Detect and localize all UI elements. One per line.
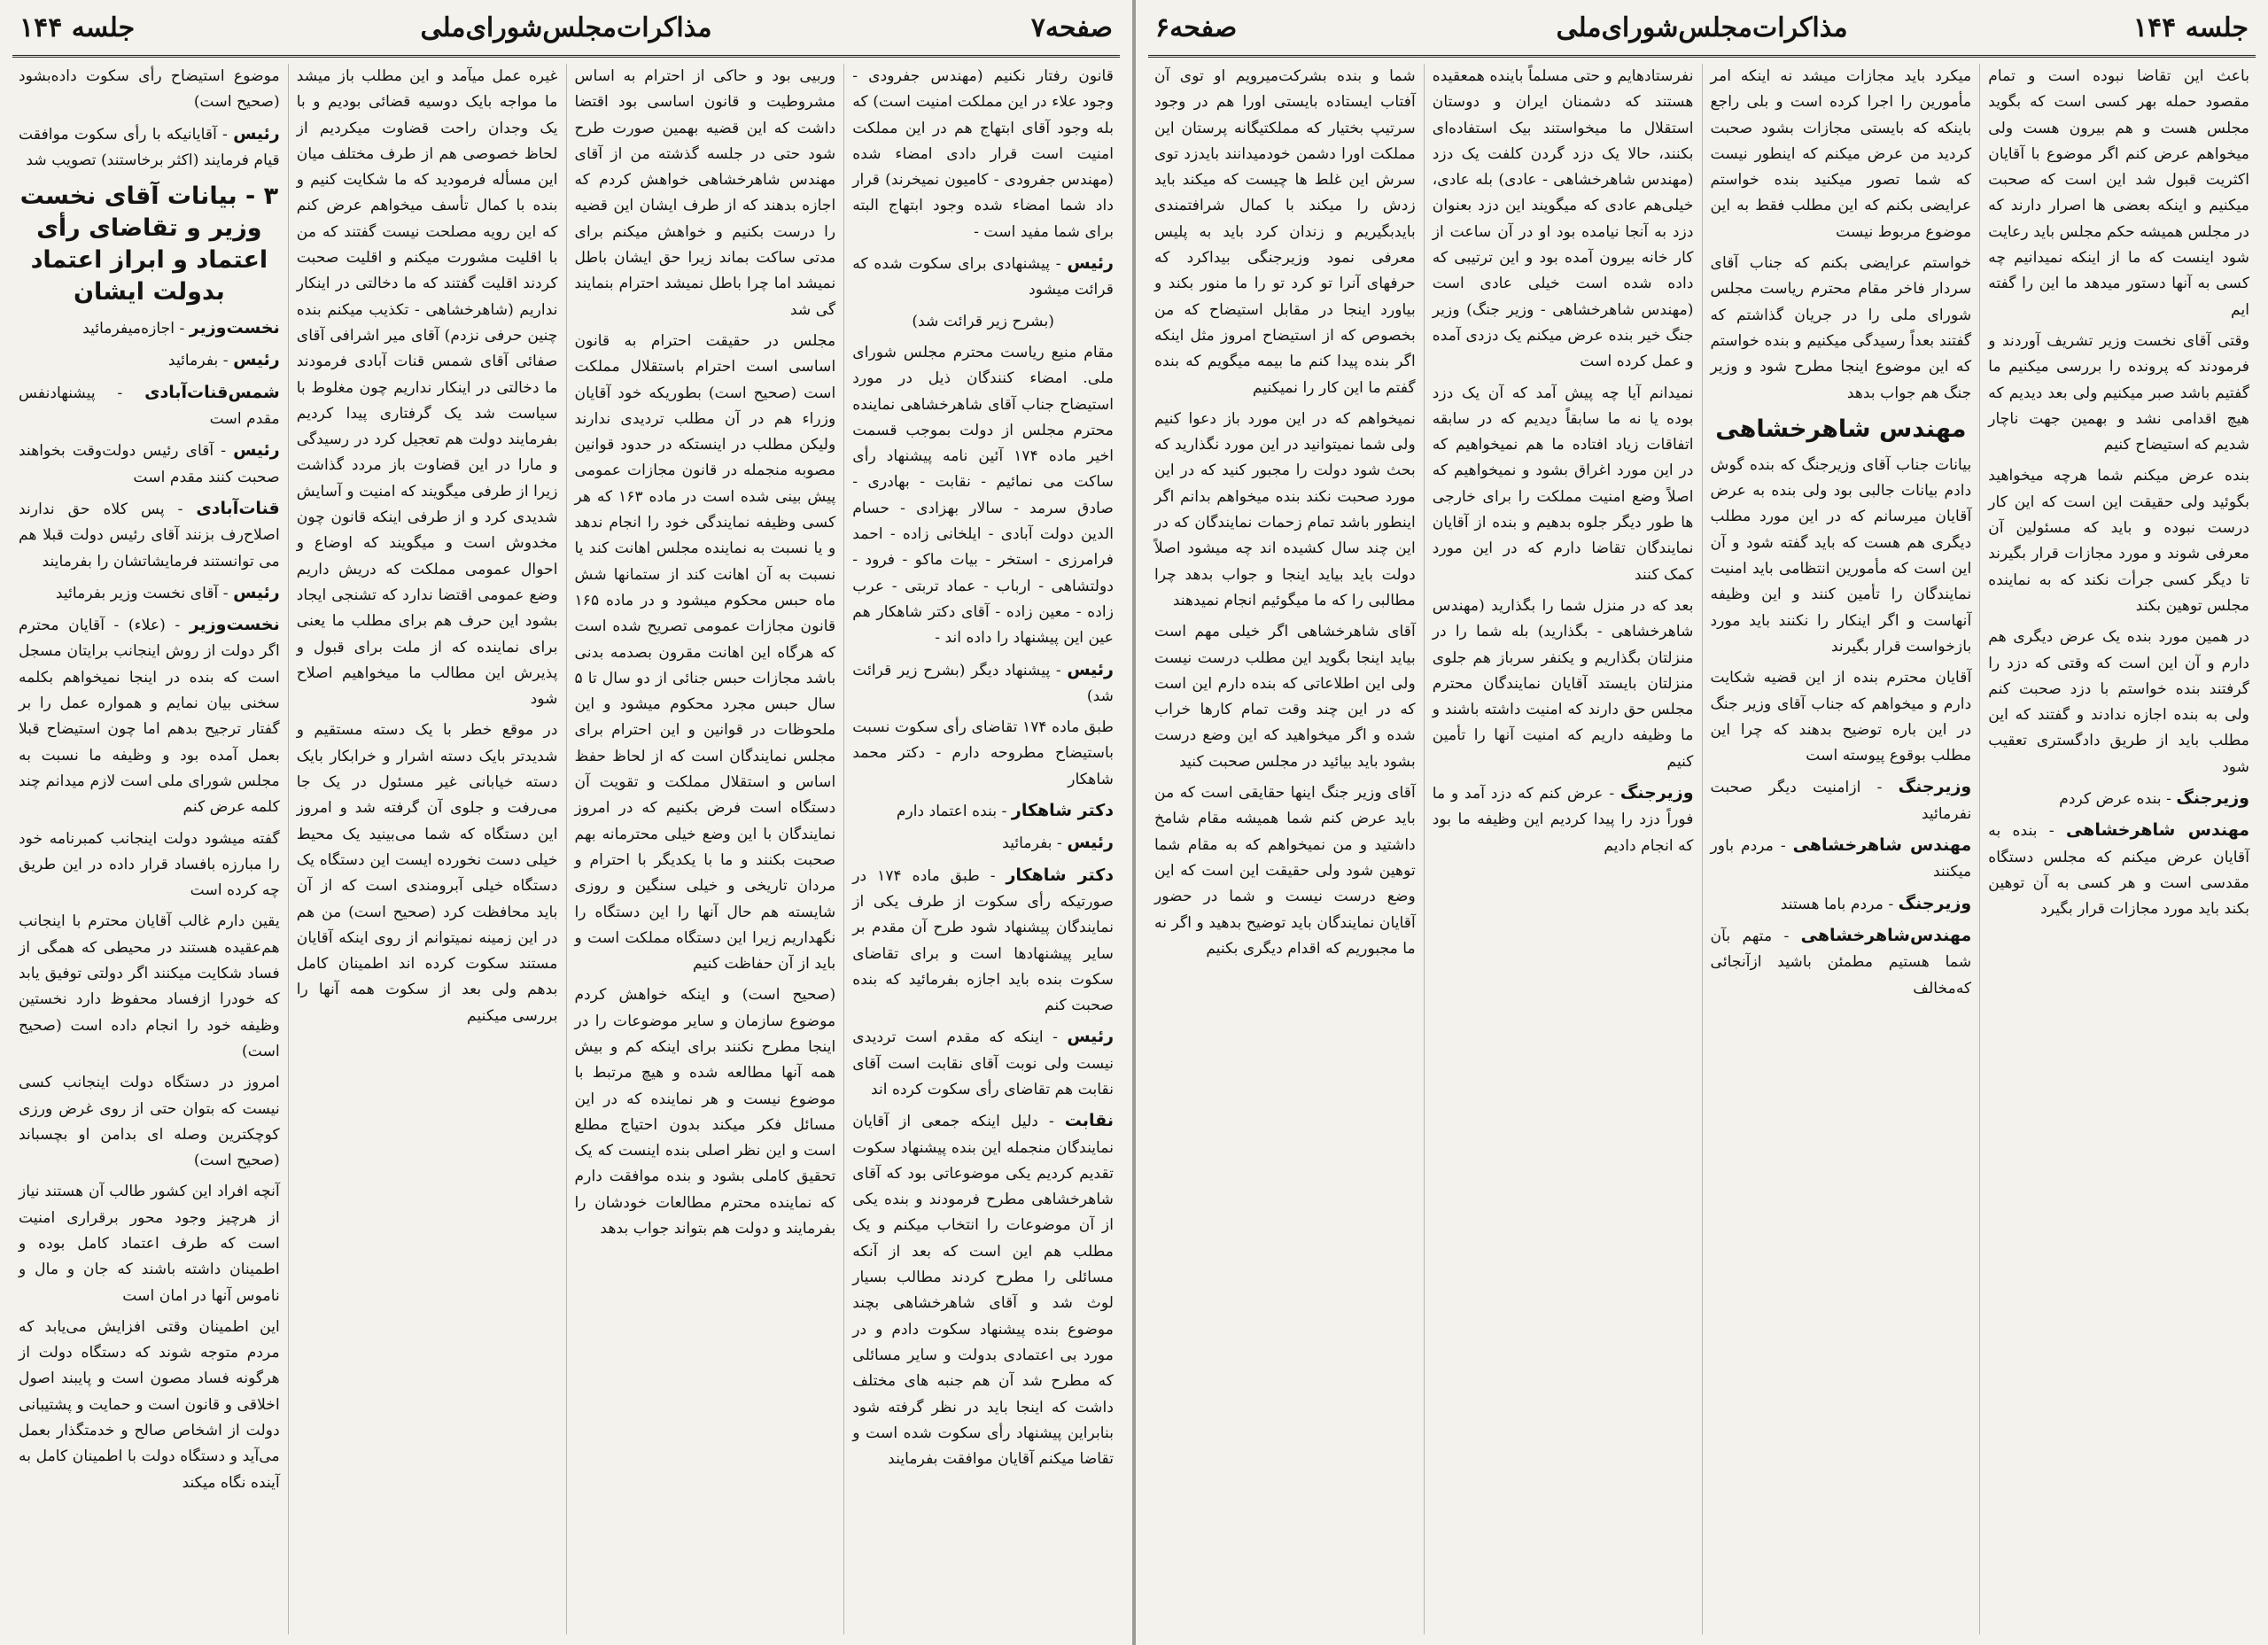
speech-paragraph	[1711, 774, 1972, 827]
speaker-separator: -	[1052, 834, 1068, 853]
speech-paragraph	[852, 1024, 1114, 1103]
speaker-separator: -	[979, 866, 1006, 885]
body-paragraph: آنچه افراد این کشور طالب آن هستند نیاز از هرچیز وجود محور برقراری امنیت است که طرف اعتماد کامل بوده و اطمینان داشته باشند که جان و مال و ناموس آنها در امان است	[19, 1183, 280, 1305]
body-paragraph: آقایان محترم بنده از این قضیه شکایت دارم و میخواهم که جناب آقای وزیر جنگ در این باره توضیح بدهند که چرا این مطلب بوقوع پیوسته است	[1710, 669, 1972, 765]
text-column	[1702, 64, 1980, 1634]
speech-text: آقایانیکه با رأی سکوت موافقت قیام فرمایند (اکثر برخاستند) تصویب شد	[19, 125, 280, 169]
left-page	[0, 0, 1132, 1645]
text-column	[11, 64, 288, 1634]
speaker-separator: -	[1860, 779, 1899, 797]
speaker-name: رئیس	[1067, 833, 1114, 853]
speaker-name: وزیرجنگ	[2176, 788, 2249, 809]
speech-paragraph	[19, 612, 280, 820]
body-paragraph: در موقع خطر با یک دسته مستقیم و شدیدتر بایک دسته اشرار و خرابکار بایک دسته خیابانی غیر مسئول در یک جا می‌رفت و جلوی آن گرفته شد و امروز این دستگاه که شما می‌بینید یک محیط خیلی دست نخورده ایست این دستگاه یک دستگاه خیلی آبرومندی است که از آن باید محافظت کرد (صحیح است) من هم در این زمینه نمیتوانم از روی اینکه آقایان مستند سکوت کرده اند اطمینان کامل بدهم ولی بعد از سکوت همه آنها را بررسی میکنیم	[296, 721, 558, 1025]
speaker-name: مهندس شاهرخشاهی	[2065, 820, 2250, 841]
body-paragraph: خواستم عرایضی بکنم که جناب آقای سردار فاخر مقام محترم ریاست مجلس شورای ملی را در جریان گذاشتم که گفتند بعداً رسیدگی میکنیم و بنده خواستم که این موضوع اینجا مطرح شود و وزیر جنگ هم جواب بدهد	[1710, 254, 1972, 402]
speech-paragraph	[19, 580, 280, 607]
speech-text: بنده عرض کردم	[2059, 790, 2162, 809]
speech-text: اینکه که مقدم است تردیدی نیست ولی نوبت آقای نقابت است آقای نقابت هم تقاضای رأی سکوت کرده اند	[852, 1028, 1114, 1098]
speaker-name: نخست‌وزیر	[189, 318, 280, 338]
body-paragraph: گفته میشود دولت اینجانب کمبرنامه خود را مبارزه بافساد قرار داده در این طریق چه کرده است	[19, 829, 280, 900]
body-paragraph: بنده عرض میکنم شما هرچه میخواهید بگوئید ولی حقیقت این است که این کار درست نبوده و باید که مسئولین آن معرفی شوند و مورد مجازات قرار بگیرند تا دیگر کسی جرأت نکند که به نماینده مجلس توهین بکند	[1988, 467, 2249, 615]
body-paragraph: مقام منیع ریاست محترم مجلس شورای ملی. امضاء کنندگان ذیل در مورد استیضاح جناب آقای شاهرخشاهی نماینده محترم مجلس از دولت بموجب قسمت اخیر ماده ۱۷۴ آئین نامه پیشنهاد رأی ساکت می نمائیم - نقابت - بهادری - صادق سرمد - سالار بهزادی - حسام الدین دولت آبادی - ایلخانی زاده - احمد فرامرزی - استخر - بیات ماکو - فرود - دولتشاهی - ارباب - عماد تربتی - عرب زاده - معین زاده - آقای دکتر شاهکار هم عین این پیشنهاد را داده اند -	[852, 343, 1114, 648]
speaker-separator: -	[1037, 1113, 1065, 1131]
body-paragraph: بعد که در منزل شما را بگذارید (مهندس شاهرخشاهی - بگذارید) بله شما را در منزلتان بگذاریم و یکنفر سرباز هم جلوی منزلتان بایستد آقایان نمایندگان محترم مجلس حق دارند که امنیت داشته باشند و ما وظیفه داریم که امنیت آنها را تأمین کنیم	[1432, 596, 1694, 771]
text-column	[566, 64, 844, 1634]
body-paragraph: در همین مورد بنده یک عرض دیگری هم دارم و آن این است که وقتی که دزد را گرفتند بنده خواستم با دزد صحبت کنم ولی به بنده اجازه ندادند و گفتند که این مطلب باید از طریق دادگستری تعقیب شود	[1988, 628, 2249, 776]
speaker-name: مهندس‌شاهرخشاهی	[1800, 925, 1972, 945]
speech-text: مردم باور میکنند	[1710, 837, 1972, 881]
speech-text: پیشنهاد‌نفس مقدم است	[19, 384, 280, 429]
speech-paragraph	[1433, 780, 1694, 859]
speech-text: طبق ماده ۱۷۴ در صورتیکه رأی سکوت از طرف یکی از نمایندگان پیشنهاد شود طرح آن مقدم بر سایر پیشنهادها است و برای تقاضای سکوت بنده باید اجازه بفرمائید که بنده صحبت کنم	[852, 866, 1114, 1015]
speech-paragraph	[852, 830, 1114, 857]
speech-paragraph	[1988, 786, 2249, 812]
speaker-separator: -	[2161, 790, 2177, 809]
speaker-name: وزیرجنگ	[1619, 783, 1694, 803]
speech-paragraph	[852, 798, 1114, 825]
body-paragraph: موضوع استیضاح رأی سکوت داده‌بشود (صحیح است)	[19, 67, 280, 112]
body-paragraph: نمیخواهم که در این مورد باز دعوا کنیم ولی شما نمیتوانید در این مورد نگذارید که بحث شود دولت را مجبور کنید که در این مورد صحبت نکند بنده میخواهم بدانم اگر اینطور باشد تمام زحمات نمایندگان که در این چند سال کشیده اند چه میشود اصلاً دولت باید بیاید اینجا و جواب بدهد چرا مطالبی را که ما میگوئیم انجام نمیدهند	[1154, 409, 1416, 609]
speech-text: پیشنهاد دیگر (بشرح زیر قرائت شد)	[852, 661, 1114, 705]
speaker-name: نخست‌وزیر	[189, 615, 280, 635]
speech-paragraph	[1988, 818, 2249, 922]
right-page-columns	[1146, 64, 2257, 1634]
speaker-separator: -	[164, 500, 197, 518]
speaker-separator: -	[95, 384, 145, 402]
body-paragraph: بیانات جناب آقای وزیرجنگ که بنده گوش دادم بیانات جالبی بود ولی بنده به عرض آقایان میرسانم که در این مورد مطلب دیگری هم هست که باید گفته شود و آن این است که مأمورین انتظامی باید امنیت نمایندگان را تأمین کنند و این وظیفه آنهاست و اگر اینکار را نکنند باید مورد بازخواست قرار بگیرند	[1710, 455, 1972, 656]
speech-paragraph	[1711, 891, 1972, 918]
speaker-separator: -	[218, 352, 234, 370]
body-paragraph: باعث این تقاضا نبوده است و تمام مقصود حمله بهر کسی است که بگوید مجلس هست و هم بیرون هست ولی میخواهم عرض کنم اگر موضوع با آقایان اکثریت قبول شد این است که صحبت میکنیم و اینکه بعضی ها اصرار دارند که در مجلس همیشه حکم مجلس باید رعایت شود اینست که ما از اینکه نمیدانیم چه کسی به آنها دستور میدهد ما این را گفته ایم	[1988, 67, 2249, 319]
speaker-name: رئیس	[233, 123, 280, 144]
speech-text: آقای نخست وزیر بفرمائید	[55, 584, 219, 602]
speech-paragraph	[852, 657, 1114, 710]
speech-paragraph	[1711, 923, 1972, 1002]
speaker-separator: -	[2037, 822, 2066, 841]
body-paragraph: مجلس در حقیقت احترام به قانون اساسی است احترام باستقلال مملکت است (صحیح است) بطوریکه خود آقایان وزراء هم در آن مطلب تردیدی ندارند ولیکن مطلب در اینستکه در حدود قوانین مصوبه منجمله در قانون مجازات عمومی پیش بینی شده است در ماده ۱۶۳ که هر کسی وظیفه نمایندگی خود را انجام ندهد و یا نسبت به نماینده مجلس اهانت کند یا نسبت به آن اهانت کند از ستمانها شش ماه حبس محکوم میشود و در ماده ۱۶۵ قانون مجازات عمومی تصریح شده است که هرگاه این اهانت مقرون بصدمه بدنی باشد مجازات حبس جنائی از دو سال تا ۵ سال حبس مجرد محکوم میشود و این ملحوظات در قوانین و این احترام برای مجلس نمایندگان است که از لحاظ حفظ اساس و استقلال مملکت و تقویت آن دستگاه است فرض بکنیم که در امروز نمایندگان با این وضع خیلی محترمانه بهم صحبت بکنند و ما با یکدیگر با احترام و مردان تاریخی و خیلی سنگین و روزی شایسته هم حال آنها را این دستگاه را نگهداریم زیرا این دستگاه مملکت است و باید از آن حفاظت کنیم	[574, 331, 836, 974]
body-paragraph: نمیدانم آیا چه پیش آمد که آن یک دزد بوده یا نه ما سابقاً دیدیم که در سابقه اتفاقات زیاد افتاده ما هم نمیخواهیم که در این مورد اغراق بشود و نمیخواهیم که اصلاً وضع امنیت مملکت را برای خارجی ها طور دیگر جلوه بدهیم و بنده از آقایان نمایندگان تقاضا دارم که در این مورد کمک کنند	[1432, 384, 1694, 584]
speech-text: ازامنیت دیگر صحبت نفرمائید	[1710, 779, 1972, 823]
speech-text: بفرمائید	[1002, 834, 1052, 853]
section-heading: مهندس شاهرخشاهی	[1715, 415, 1967, 443]
speaker-name: رئیس	[233, 350, 280, 370]
speaker-separator: -	[175, 320, 190, 338]
page-title: مذاکرات‌مجلس‌شورای‌ملی	[1556, 12, 1848, 43]
body-paragraph: یقین دارم غالب آقایان محترم با اینجانب هم‌عقیده هستند در محیطی که همگی از فساد شکایت میکنند اگر دولتی توفیق یابد که خودرا ازفساد محفوظ دارد نخستین وظیفه خود را انجام داده است (صحیح است)	[19, 912, 280, 1060]
speech-text: پیشنهادی برای سکوت شده که قرائت میشود	[852, 255, 1114, 299]
speaker-separator: -	[218, 584, 234, 602]
speaker-name: وزیرجنگ	[1898, 777, 1972, 797]
speech-paragraph	[19, 121, 280, 175]
speaker-name: نقابت	[1064, 1111, 1114, 1131]
speech-text: آقای رئیس دولت‌وقت بخواهند صحبت کنند مقدم است	[19, 442, 280, 486]
speech-text: مردم باما هستند	[1780, 895, 1884, 913]
body-paragraph: امروز در دستگاه دولت اینجانب کسی نیست که بتوان حتی از روی غرض ورزی کوچکترین وصله ای بدامن او بچسباند (صحیح است)	[19, 1074, 280, 1170]
speaker-separator: -	[1050, 661, 1068, 679]
section-heading: ۳ - بیانات آقای نخست وزیر و تقاضای رأی اعتماد و ابراز اعتماد بدولت ایشان	[19, 182, 279, 306]
body-paragraph: وقتی آقای نخست وزیر تشریف آوردند و فرمودند که پرونده را بررسی میکنیم ما گفتیم باشد صبر میکنیم ولی بعد دیدیم که هیچ اقدامی نشد و بهمین جهت ناچار شدیم که استیضاح کنیم	[1988, 331, 2249, 454]
left-page-header	[12, 7, 1120, 58]
speech-text: اجازه‌میفرمائید	[82, 320, 175, 338]
speech-paragraph	[19, 380, 280, 433]
speaker-separator: -	[165, 617, 190, 635]
reading-note: (بشرح زیر قرائت شد)	[912, 312, 1054, 330]
speaker-name: قنات‌آبادی	[196, 498, 280, 518]
page-number: صفحه۶	[1155, 12, 1238, 43]
speech-text: متهم بآن شما هستیم مطمئن باشید ازآنجائی که‌مخالف	[1710, 927, 1972, 997]
speech-paragraph	[1711, 833, 1972, 886]
speaker-separator: -	[997, 803, 1012, 821]
body-paragraph: طبق ماده ۱۷۴ تقاضای رأی سکوت نسبت باستیضاح مطروحه دارم - دکتر محمد شاهکار	[852, 718, 1114, 788]
speaker-separator: -	[1043, 1028, 1068, 1047]
speaker-separator: -	[216, 125, 234, 144]
speech-text: بنده به آقایان عرض میکنم که مجلس دستگاه مقدسی است و هر کسی به آن توهین بکند باید مورد مجازات قرار بگیرد	[1988, 822, 2249, 919]
right-page-header	[1148, 7, 2256, 58]
session-label: جلسه ۱۴۴	[19, 12, 136, 43]
speaker-name: رئیس	[1067, 1027, 1115, 1047]
body-paragraph: میکرد باید مجازات میشد نه اینکه امر مأمورین را اجرا کرده است و بلی راجع باینکه که بایستی مجازات بشود صحبت کردید من عرض میکنم که اینطور نیست که شما تصور میکنید بنده خواستم عرایضی بکنم که این مطلب فقط به این موضوع مربوط نیست	[1710, 67, 1972, 241]
speech-paragraph	[852, 863, 1114, 1020]
speech-text: بفرمائید	[167, 352, 219, 370]
speaker-separator: -	[1050, 255, 1068, 274]
body-paragraph: قانون رفتار نکنیم (مهندس جفرودی - وجود علاء در این مملکت امنیت است) که بله وجود آقای ابتهاج هم در این مملکت امنیت است قرار دادی امضاء شده (مهندس جفرودی - کامیون نمیخرند) قرار داد شما امضاء شده وجود ابتهاج البته برای شما مفید است -	[852, 67, 1114, 241]
speech-text: دلیل اینکه جمعی از آقایان نمایندگان منجمله این بنده پیشنهاد سکوت تقدیم کردیم یکی موضوعاتی بود که آقای شاهرخشاهی مطرح فرمودند و بنده یکی از آن موضوعات را انتخاب میکنم و یک مطلب هم این است که بعد از آنکه مسائلی را مطرح کردند مطالب بسیار لوث شد و آقای شاهرخشاهی بچند موضوع بنده پیشنهاد سکوت دادم و در مورد بی اعتمادی بدولت و سایر مسائلی که مطرح شد آن هم جنبه های مختلف داشت که اینجا باید در نظر گرفته شود بنابراین پیشنهاد رأی سکوت شده است و تقاضا میکنم آقایان موافقت بفرمایند	[852, 1113, 1114, 1469]
speaker-name: رئیس	[233, 582, 280, 602]
speaker-name: دکتر شاهکار	[1011, 801, 1114, 821]
text-column	[1146, 64, 1424, 1634]
body-paragraph: شما و بنده بشرکت‌میرویم او توی آن آفتاب ایستاده بایستی اورا هم در وجود سرتیپ بختیار که مملکتیگانه پرستان این مملکت اورا دشمن خودمیدانند بایدزد توی سرش این غلط ها چیست که میکند باید زدش را میکند با کمال شرافتمندی بایدبگیریم و زندان کرد باید به پلیس معرفی نمود وزیرجنگی بیداکرد که حرفهای آنرا تو کرد تو را ما منور بکند و بیاورد اینجا در مقابل استیضاح که من بخصوص که از استیضاح امروز مثل اینکه اگر بنده پیدا کنم ما بیمه میگویم که بنده گفتم ما این کار را نمیکنیم	[1154, 67, 1416, 397]
speaker-name: دکتر شاهکار	[1006, 865, 1114, 885]
speaker-separator: -	[1772, 927, 1801, 945]
text-column	[1424, 64, 1702, 1634]
speech-paragraph	[19, 438, 280, 491]
body-paragraph: وربیی بود و حاکی از احترام به اساس مشروطیت و قانون اساسی بود اقتضا داشت که این قضیه بهمین صورت طرح شود حتی در جلسه گذشته من از آقای مهندس شاهرخشاهی خواهش کردم که اجازه بدهند که از طرف ایشان این قضیه را درست بکنیم و خواهش میکنم برای مدتی ساکت بماند زیرا حق ایشان باطل نمیشد اما چرا باطل نمیشد احترام بنمایند گی شد	[574, 67, 836, 319]
left-page-columns	[11, 64, 1122, 1634]
speech-paragraph	[19, 315, 280, 342]
page-title: مذاکرات‌مجلس‌شورای‌ملی	[420, 12, 712, 43]
text-column	[1979, 64, 2257, 1634]
speaker-separator: -	[1883, 895, 1899, 913]
speaker-name: رئیس	[1067, 253, 1114, 274]
speaker-separator: -	[1603, 785, 1620, 803]
speaker-separator: -	[214, 442, 234, 461]
body-paragraph: نفرستادهایم و حتی مسلماً باینده همعقیده هستند که دشمنان ایران و دوستان استقلال ما میخواستند بیک استفاده‌ای بکنند، حالا یک دزد گردن کلفت یک دزد (مهندس شاهرخشاهی - عادی) بله عادی، خیلی‌هم عادی که میگویند این دزد بعنوان دزد به آنجا نیامده بود او در آن ساعت از کار خانه بیرون آمده بود و این ترتیبی که داده شده است خیلی عادی است (مهندس شاهرخشاهی - وزیر جنگ) وزیر جنگ خیر بنده عرض میکنم یک دزدی آمده و عمل کرده است	[1432, 67, 1694, 371]
speech-text: عرض کنم که دزد آمد و ما فوراً دزد را پیدا کردیم این وظیفه ما بود که انجام دادیم	[1432, 785, 1694, 855]
body-paragraph: غیره عمل میآمد و این مطلب باز میشد ما مواجه بایک دوسیه قضائی بودیم و با یک وجدان راحت قضاوت میکردیم از لحاظ خصوصی هم از طرف مختلف میان این مسأله فرمودید که ما شکایت کنیم و بنده با کمال تأسف میخواهم عرض کنم که این رویه مصلحت نیست گفتند که من با اقلیت مشورت میکنم و اقلیت صحبت کردند اقلیت گفتند که ما دخالتی در اینکار نداریم (شاهرخشاهی - تکذیب میکنم بنده چنین حرفی نزدم) آقای میر اشرافی آقای صفائی آقای شمس قنات آبادی فرمودند ما دخالتی در اینکار نداریم چون مغلوط با سیاست شد یک گرفتاری پیدا کردیم بفرمایند دولت هم تعجیل کرد در رسیدگی و مارا در این قضاوت باز مردد گذاشت زیرا از طرفی میگویند که امنیت و آسایش شدیدی کرد و از طرفی اینکه قانون چون مخدوش است و میگویند که اوضاع و احوال عمومی مملکت که دریش داریم وضع عمومی اقتضا ندارد که تشنجی ایجاد بشود این حرف هم برای مطلب ما یعنی برای نماینده که از ملت برای قبول و پذیرش این مطالب ما میخواهیم اصلاح شود	[296, 67, 558, 709]
text-column	[288, 64, 566, 1634]
speaker-name: وزیرجنگ	[1898, 893, 1972, 913]
body-paragraph: آقای وزیر جنگ اینها حقایقی است که من باید عرض کنم شما همیشه مقام شامخ داشتید و من نمیخواهم که به مقام شما توهین شود ولی حقیقت این است که این وضع درست نیست و شما در حضور آقایان نمایندگان باید توضیح بدهید و اگر نه ما مجبوریم که اقدام دیگری بکنیم	[1154, 784, 1416, 958]
body-paragraph: آقای شاهرخشاهی اگر خیلی مهم است بیاید اینجا بگوید این مطلب درست نیست ولی این اطلاعاتی که بنده دارم این است که در این چند وقت تمام کارها خراب شده و اگر میخواهید که این وضع درست بشود باید بیائید در مجلس صحبت کنید	[1154, 623, 1416, 771]
text-column	[843, 64, 1122, 1634]
speaker-name: مهندس شاهرخشاهی	[1792, 835, 1972, 856]
right-page	[1136, 0, 2268, 1645]
session-label: جلسه ۱۴۴	[2132, 12, 2249, 43]
speech-text: (علاء) - آقایان محترم اگر دولت از روش اینجانب برایتان مسجل است که بنده در اینجا نمیخواهم بکلمه سخنی بیان نمایم و همواره عمل را بر گفتار ترجیح بدهم اما چون استیضاح قبلا بعمل آمده بود و وظیفه ما نسبت به مجلس شورای ملی است لازم میدانم چند کلمه عرض کنم	[19, 617, 280, 817]
body-paragraph: (صحیح است) و اینکه خواهش کردم موضوع سازمان و سایر موضوعات را در اینجا مطرح نکنند برای اینکه کم و بیش همه آنها مطالعه شده و هیچ مرتبط با موضوع نیست و هر نماینده که در این مسائل فکر میکند بدون احتیاج مطلع است و این نظر اصلی بنده اینست که یک تحقیق کاملی بشود و بنده موافقت دارم که نماینده محترم مطالعات خودشان را بفرمایند و دولت هم بتواند جواب بدهد	[574, 986, 836, 1238]
speaker-name: شمس‌قنات‌آبادی	[144, 382, 280, 402]
speaker-name: رئیس	[233, 440, 280, 461]
speech-paragraph	[852, 1108, 1114, 1472]
speech-text: پس کلاه حق ندارند اصلاح‌رف بزنند آقای رئیس دولت قبلا هم می توانستند فرمایشاتشان را بفرمایند	[19, 500, 280, 570]
page-number: صفحه۷	[1030, 12, 1113, 43]
speech-paragraph	[852, 251, 1114, 304]
speech-paragraph	[19, 347, 280, 374]
speech-paragraph	[19, 496, 280, 575]
speaker-name: رئیس	[1067, 659, 1114, 679]
speech-text: بنده اعتماد دارم	[896, 803, 998, 821]
body-paragraph: این اطمینان وقتی افزایش می‌یابد که مردم متوجه شوند که دستگاه دولت از هرگونه فساد مصون است و پایبند اصول اخلاقی و قانون است و حمایت و پشتیبانی دولت از اشخاص صالح و خدمتگذار بعمل می‌آید و دستگاه دولت با اطمینان کامل به آینده نگاه میکند	[19, 1317, 280, 1492]
speaker-separator: -	[1774, 837, 1793, 856]
